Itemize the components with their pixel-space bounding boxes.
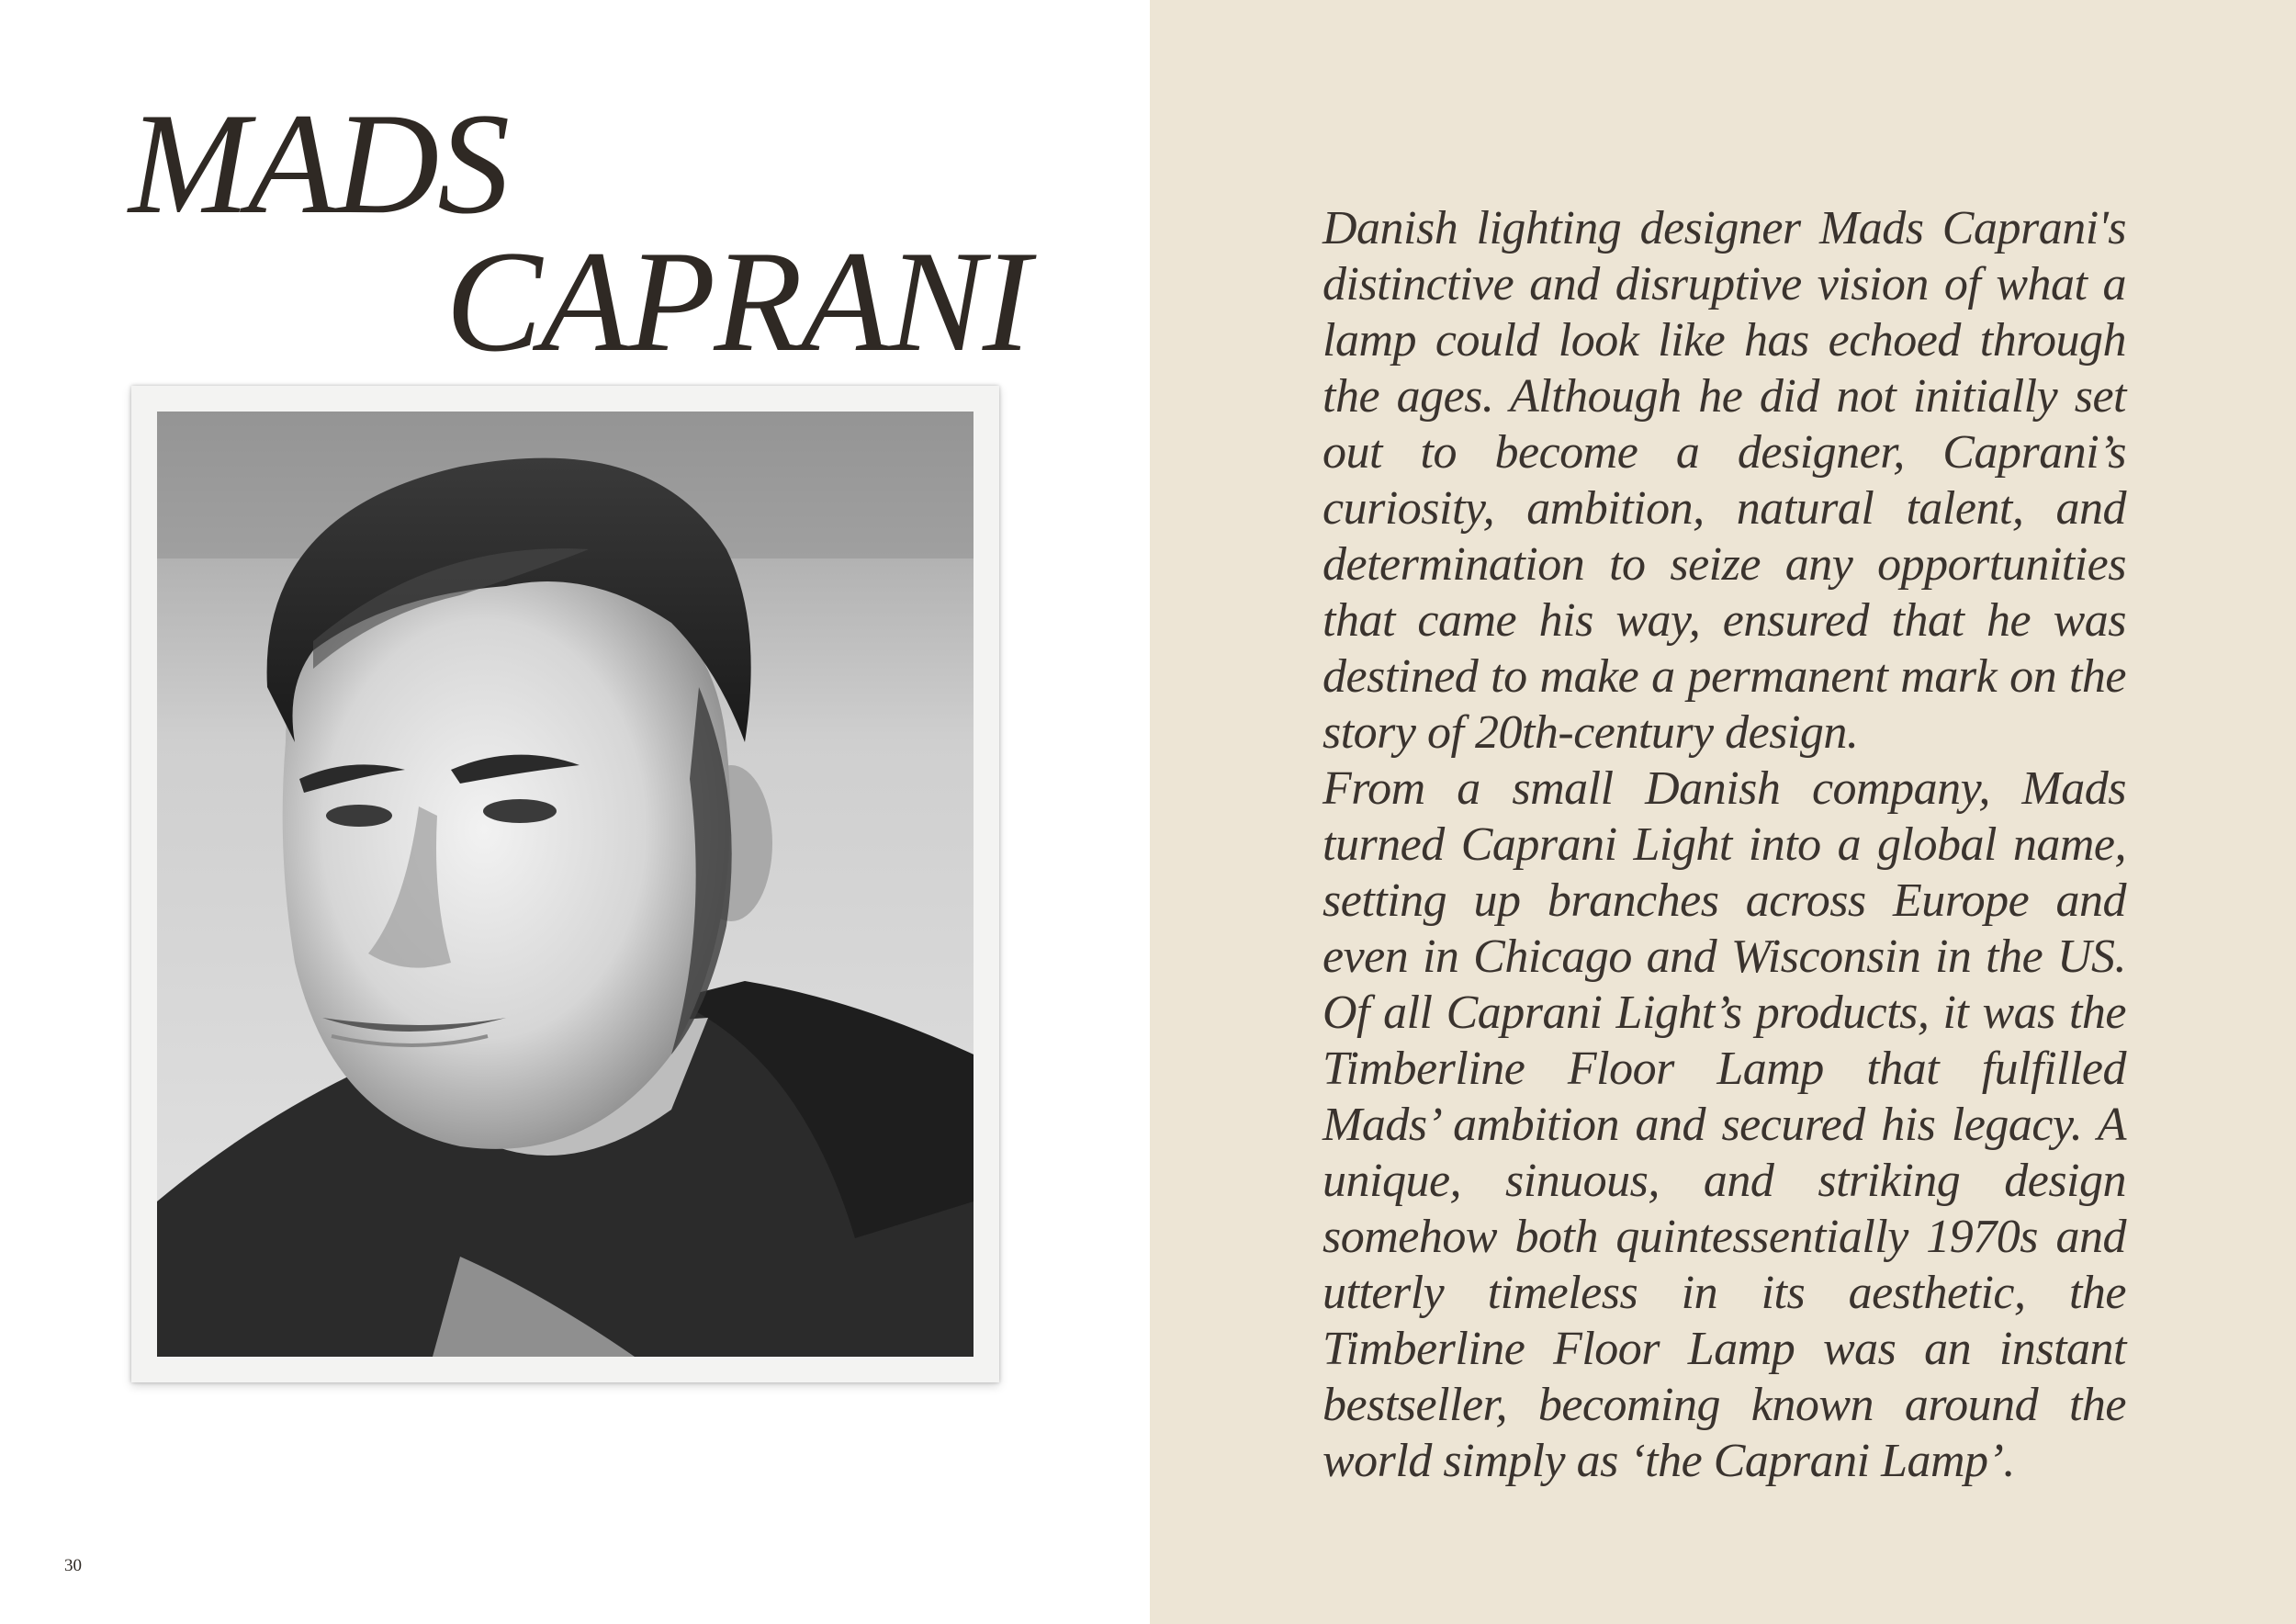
- bio-paragraph-1: Danish lighting designer Mads Caprani's distinctive and disruptive vision of what a lamp could look like has echoed through the ages. Although he did not initially set out to become a designer, Caprani’s curiosity, ambition, natural talent, and determination to seize any opportunities that came his way, ensured that he was destined to make a permanent mark on the story of 20th-century design.: [1322, 202, 2126, 759]
- page-number: 30: [64, 1556, 82, 1575]
- bio-paragraph-2: From a small Danish company, Mads turned Caprani Light into a global name, setting up branches across Europe and even in Chicago and Wisconsin in the US. Of all Caprani Light’s products, it was the Timberline Floor Lamp that fulfilled Mads’ ambition and secured his legacy. A unique, sinuous, and striking design somehow both quintessentially 1970s and utterly timeless in its aesthetic, the Timberline Floor Lamp was an instant bestseller, becoming known around the world simply as ‘the Caprani Lamp’.: [1322, 762, 2126, 1487]
- title-last-name: CAPRANI: [445, 221, 1030, 382]
- title-first-name: MADS: [129, 84, 509, 244]
- portrait-photo: [131, 386, 999, 1382]
- portrait-photo-icon: [157, 412, 974, 1357]
